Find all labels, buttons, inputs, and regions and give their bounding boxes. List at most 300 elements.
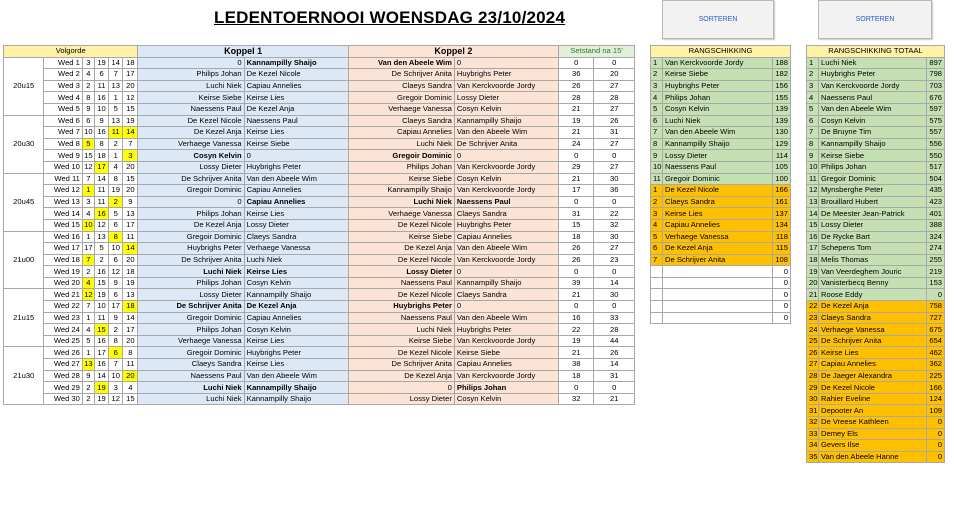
pair1-player-a: Gregoir Dominic <box>138 312 244 324</box>
score-pair1[interactable]: 0 <box>559 150 594 162</box>
player-name: Naessens Paul <box>663 161 773 173</box>
score-pair2[interactable]: 44 <box>594 335 635 347</box>
score-pair2[interactable]: 0 <box>594 57 635 69</box>
pair2-player-b: Kannampilly Shaijo <box>454 115 558 127</box>
list-item <box>651 312 791 324</box>
player-number: 8 <box>123 347 138 359</box>
header-score: Setstand na 15' <box>559 46 635 58</box>
ranking-table <box>650 45 791 324</box>
score-pair2[interactable]: 14 <box>594 359 635 371</box>
score-pair2[interactable]: 28 <box>594 324 635 336</box>
player-name: De Rycke Bart <box>819 231 927 243</box>
player-number: 4 <box>82 324 94 336</box>
list-item <box>651 161 791 173</box>
score-pair1[interactable]: 0 <box>559 301 594 313</box>
rank-number: 8 <box>651 138 663 150</box>
player-number: 6 <box>82 115 94 127</box>
player-points: 0 <box>927 451 945 463</box>
pair1-player-b: Keirse Lies <box>244 208 348 220</box>
score-pair1[interactable]: 21 <box>559 347 594 359</box>
player-name: De Kezel Nicole <box>819 382 927 394</box>
match-label: Wed 13 <box>44 196 82 208</box>
player-number: 4 <box>82 277 94 289</box>
player-number: 16 <box>94 335 108 347</box>
score-pair1[interactable]: 21 <box>559 289 594 301</box>
score-pair2[interactable]: 0 <box>594 150 635 162</box>
pair2-player-b: Claeys Sandra <box>454 289 558 301</box>
player-number: 12 <box>109 393 123 405</box>
score-pair1[interactable]: 36 <box>559 69 594 81</box>
pair2-player-a: Huybrighs Peter <box>348 301 454 313</box>
rank-number: 22 <box>807 301 819 313</box>
player-number: 2 <box>82 393 94 405</box>
rank-number: 4 <box>807 92 819 104</box>
score-pair1[interactable]: 21 <box>559 127 594 139</box>
list-item <box>807 69 945 81</box>
pair2-player-a: Verhaege Vanessa <box>348 103 454 115</box>
player-name: Mynsberghe Peter <box>819 185 927 197</box>
player-name: Van den Abeele Wim <box>663 127 773 139</box>
player-number: 19 <box>94 289 108 301</box>
pair2-player-b: Van Kerckvoorde Jordy <box>454 80 558 92</box>
player-name: De Kezel Anja <box>819 301 927 313</box>
player-number: 2 <box>109 138 123 150</box>
time-slot: 21u00 <box>4 231 44 289</box>
player-name: De Meester Jean-Patrick <box>819 208 927 220</box>
list-item <box>651 219 791 231</box>
player-number: 15 <box>123 393 138 405</box>
rank-number: 32 <box>807 417 819 429</box>
match-label: Wed 22 <box>44 301 82 313</box>
score-pair2[interactable]: 28 <box>594 92 635 104</box>
player-points: 388 <box>927 219 945 231</box>
player-number: 5 <box>109 103 123 115</box>
match-label: Wed 14 <box>44 208 82 220</box>
player-points: 675 <box>927 324 945 336</box>
player-number: 20 <box>123 185 138 197</box>
time-slot: 20u15 <box>4 57 44 115</box>
schedule-table <box>3 45 635 405</box>
player-points: 798 <box>927 69 945 81</box>
player-points: 597 <box>927 103 945 115</box>
pair1-player-b: Van den Abeele Wim <box>244 370 348 382</box>
table-row <box>4 393 635 405</box>
player-name: Gregoir Dominic <box>663 173 773 185</box>
table-row <box>4 57 635 69</box>
table-row <box>4 80 635 92</box>
score-pair2[interactable]: 27 <box>594 243 635 255</box>
player-number: 13 <box>109 80 123 92</box>
rank-number: 35 <box>807 451 819 463</box>
score-pair2[interactable]: 32 <box>594 219 635 231</box>
player-number: 14 <box>123 127 138 139</box>
player-number: 16 <box>94 266 108 278</box>
rank-number: 29 <box>807 382 819 394</box>
player-number: 8 <box>82 92 94 104</box>
rank-number: 3 <box>651 80 663 92</box>
pair1-player-b: Verhaege Vanessa <box>244 243 348 255</box>
score-pair2[interactable]: 14 <box>594 277 635 289</box>
player-points: 556 <box>927 138 945 150</box>
rank-number: 24 <box>807 324 819 336</box>
rank-number: 18 <box>807 254 819 266</box>
pair1-player-b: Huybrighs Peter <box>244 347 348 359</box>
score-pair1[interactable]: 18 <box>559 370 594 382</box>
list-item <box>807 417 945 429</box>
score-pair2[interactable]: 27 <box>594 80 635 92</box>
player-number: 5 <box>82 335 94 347</box>
player-number: 20 <box>123 335 138 347</box>
rank-number: 9 <box>807 150 819 162</box>
table-row <box>4 266 635 278</box>
player-points: 225 <box>927 370 945 382</box>
pair2-player-b: Van Kerckvoorde Jordy <box>454 161 558 173</box>
player-points: 182 <box>773 69 791 81</box>
rank-number: 3 <box>807 80 819 92</box>
player-name: Depooter An <box>819 405 927 417</box>
player-name: Naessens Paul <box>819 92 927 104</box>
pair1-player-b: Keirse Siebe <box>244 138 348 150</box>
rank-number <box>651 289 663 301</box>
player-name: De Jaeger Alexandra <box>819 370 927 382</box>
pair1-player-a: Philips Johan <box>138 69 244 81</box>
score-pair1[interactable]: 0 <box>559 266 594 278</box>
match-label: Wed 10 <box>44 161 82 173</box>
score-pair1[interactable]: 19 <box>559 335 594 347</box>
score-pair2[interactable]: 20 <box>594 69 635 81</box>
list-item <box>651 80 791 92</box>
player-name: Philips Johan <box>663 92 773 104</box>
score-pair2[interactable]: 31 <box>594 370 635 382</box>
player-name: Philips Johan <box>819 161 927 173</box>
pair2-player-b: Van Kerckvoorde Jordy <box>454 370 558 382</box>
score-pair1[interactable]: 38 <box>559 359 594 371</box>
pair1-player-b: Kannampilly Shaijo <box>244 57 348 69</box>
player-points: 0 <box>773 301 791 313</box>
pair2-player-a: Claeys Sandra <box>348 115 454 127</box>
score-pair1[interactable]: 22 <box>559 324 594 336</box>
rank-number: 14 <box>807 208 819 220</box>
rank-number: 28 <box>807 370 819 382</box>
player-number: 18 <box>123 301 138 313</box>
player-number: 3 <box>82 196 94 208</box>
player-name: Gevers Ilse <box>819 440 927 452</box>
pair2-player-b: Van Kerckvoorde Jordy <box>454 254 558 266</box>
pair1-player-b: Keirse Lies <box>244 266 348 278</box>
player-number: 17 <box>94 347 108 359</box>
player-number: 7 <box>82 301 94 313</box>
rank-number <box>651 312 663 324</box>
player-points: 324 <box>927 231 945 243</box>
pair1-player-a: Luchi Niek <box>138 80 244 92</box>
score-pair2[interactable]: 21 <box>594 393 635 405</box>
table-row <box>4 208 635 220</box>
score-pair1[interactable]: 26 <box>559 80 594 92</box>
player-name: Kannampilly Shaijo <box>663 138 773 150</box>
player-points: 0 <box>773 277 791 289</box>
player-points: 118 <box>773 231 791 243</box>
score-pair1[interactable]: 26 <box>559 243 594 255</box>
player-number: 2 <box>109 196 123 208</box>
player-number: 14 <box>94 370 108 382</box>
list-item <box>651 173 791 185</box>
player-number: 1 <box>82 231 94 243</box>
pair1-player-b: Cosyn Kelvin <box>244 324 348 336</box>
player-number: 19 <box>94 382 108 394</box>
ranking-total-title: RANGSCHIKKING TOTAAL <box>807 46 945 58</box>
score-pair2[interactable]: 26 <box>594 347 635 359</box>
list-item <box>807 405 945 417</box>
player-number: 9 <box>123 196 138 208</box>
player-number: 12 <box>109 266 123 278</box>
score-pair2[interactable]: 26 <box>594 115 635 127</box>
player-name: Verhaege Vanessa <box>819 324 927 336</box>
rank-number: 10 <box>651 161 663 173</box>
match-label: Wed 11 <box>44 173 82 185</box>
pair1-player-b: Kannampilly Shaijo <box>244 393 348 405</box>
rank-number: 6 <box>651 115 663 127</box>
rank-number: 23 <box>807 312 819 324</box>
player-name: De Vreese Kathleen <box>819 417 927 429</box>
player-points: 0 <box>773 312 791 324</box>
score-pair1[interactable]: 32 <box>559 393 594 405</box>
score-pair2[interactable]: 0 <box>594 196 635 208</box>
list-item <box>807 57 945 69</box>
player-number: 19 <box>123 115 138 127</box>
player-number: 7 <box>109 359 123 371</box>
table-row <box>4 127 635 139</box>
player-number: 3 <box>109 382 123 394</box>
score-pair1[interactable]: 21 <box>559 103 594 115</box>
player-number: 13 <box>123 208 138 220</box>
rank-number: 19 <box>807 266 819 278</box>
pair1-player-a: 0 <box>138 57 244 69</box>
list-item <box>651 185 791 197</box>
player-number: 5 <box>94 243 108 255</box>
player-points: 575 <box>927 115 945 127</box>
player-number: 15 <box>94 277 108 289</box>
score-pair2[interactable]: 0 <box>594 266 635 278</box>
pair1-player-b: Kannampilly Shaijo <box>244 289 348 301</box>
player-number: 19 <box>123 277 138 289</box>
pair1-player-b: De Kezel Anja <box>244 103 348 115</box>
pair1-player-a: De Kezel Anja <box>138 219 244 231</box>
score-pair2[interactable]: 31 <box>594 127 635 139</box>
table-row <box>4 370 635 382</box>
rank-number: 1 <box>651 185 663 197</box>
player-number: 5 <box>82 138 94 150</box>
score-pair2[interactable]: 30 <box>594 289 635 301</box>
pair1-player-b: Capiau Annelies <box>244 312 348 324</box>
list-item <box>807 393 945 405</box>
player-name: Keirse Siebe <box>819 150 927 162</box>
player-number: 17 <box>123 324 138 336</box>
player-number: 20 <box>123 370 138 382</box>
score-pair2[interactable]: 23 <box>594 254 635 266</box>
score-pair1[interactable]: 31 <box>559 208 594 220</box>
sort-button-ranking[interactable]: SORTEREN <box>662 0 774 39</box>
pair1-player-a: Gregoir Dominic <box>138 185 244 197</box>
rank-number: 3 <box>651 208 663 220</box>
list-item <box>651 196 791 208</box>
rank-number: 34 <box>807 440 819 452</box>
score-pair2[interactable]: 27 <box>594 103 635 115</box>
player-name: De Kezel Anja <box>663 243 773 255</box>
pair2-player-a: Capiau Annelies <box>348 127 454 139</box>
player-number: 7 <box>123 138 138 150</box>
score-pair1[interactable]: 16 <box>559 312 594 324</box>
rank-number: 6 <box>651 243 663 255</box>
list-item <box>651 115 791 127</box>
player-name: Lossy Dieter <box>819 219 927 231</box>
pair1-player-a: Philips Johan <box>138 277 244 289</box>
score-pair1[interactable]: 0 <box>559 196 594 208</box>
pair2-player-b: Kannampilly Shaijo <box>454 277 558 289</box>
player-number: 16 <box>94 359 108 371</box>
pair2-player-b: Huybrighs Peter <box>454 69 558 81</box>
score-pair2[interactable]: 27 <box>594 138 635 150</box>
player-points: 153 <box>927 277 945 289</box>
pair2-player-a: De Schrijver Anita <box>348 359 454 371</box>
score-pair2[interactable]: 0 <box>594 382 635 394</box>
table-row <box>4 185 635 197</box>
rank-number: 6 <box>807 115 819 127</box>
rank-number: 5 <box>807 103 819 115</box>
pair2-player-a: Philips Johan <box>348 161 454 173</box>
pair2-player-a: De Schrijver Anita <box>348 69 454 81</box>
match-label: Wed 2 <box>44 69 82 81</box>
table-row <box>4 359 635 371</box>
list-item <box>807 231 945 243</box>
list-item <box>807 219 945 231</box>
list-item <box>807 312 945 324</box>
player-points: 423 <box>927 196 945 208</box>
table-row <box>4 115 635 127</box>
pair1-player-a: Gregoir Dominic <box>138 347 244 359</box>
pair1-player-a: Gregoir Dominic <box>138 231 244 243</box>
score-pair2[interactable]: 30 <box>594 173 635 185</box>
player-name: Melis Thomas <box>819 254 927 266</box>
list-item <box>807 92 945 104</box>
pair2-player-b: Van Kerckvoorde Jordy <box>454 185 558 197</box>
player-name: Luchi Niek <box>663 115 773 127</box>
player-number: 14 <box>123 312 138 324</box>
pair2-player-b: Huybrighs Peter <box>454 324 558 336</box>
score-pair1[interactable]: 0 <box>559 382 594 394</box>
match-label: Wed 17 <box>44 243 82 255</box>
pair2-player-a: Kannampilly Shaijo <box>348 185 454 197</box>
pair2-player-b: De Schrijver Anita <box>454 138 558 150</box>
player-number: 5 <box>109 208 123 220</box>
list-item <box>807 115 945 127</box>
list-item <box>807 266 945 278</box>
player-number: 17 <box>123 219 138 231</box>
match-label: Wed 20 <box>44 277 82 289</box>
player-points: 274 <box>927 243 945 255</box>
pair2-player-a: Keirse Siebe <box>348 173 454 185</box>
table-row <box>4 150 635 162</box>
sort-button-ranking-total[interactable]: SORTEREN <box>818 0 932 39</box>
pair1-player-a: Luchi Niek <box>138 382 244 394</box>
table-row <box>4 347 635 359</box>
player-number: 2 <box>82 80 94 92</box>
player-number: 20 <box>123 80 138 92</box>
rank-number: 10 <box>807 161 819 173</box>
score-pair1[interactable]: 19 <box>559 115 594 127</box>
pair2-player-a: 0 <box>348 382 454 394</box>
score-pair2[interactable]: 0 <box>594 301 635 313</box>
list-item <box>651 208 791 220</box>
match-label: Wed 3 <box>44 80 82 92</box>
score-pair1[interactable]: 26 <box>559 254 594 266</box>
score-pair1[interactable]: 21 <box>559 173 594 185</box>
pair1-player-a: De Kezel Anja <box>138 127 244 139</box>
score-pair1[interactable]: 0 <box>559 57 594 69</box>
score-pair1[interactable]: 28 <box>559 92 594 104</box>
player-number: 13 <box>123 289 138 301</box>
score-pair1[interactable]: 17 <box>559 185 594 197</box>
pair2-player-a: Verhaege Vanessa <box>348 208 454 220</box>
player-name: Capiau Annelies <box>663 219 773 231</box>
player-number: 6 <box>109 289 123 301</box>
score-pair1[interactable]: 24 <box>559 138 594 150</box>
rank-number: 21 <box>807 289 819 301</box>
player-number: 17 <box>94 161 108 173</box>
score-pair1[interactable]: 18 <box>559 231 594 243</box>
score-pair2[interactable]: 27 <box>594 161 635 173</box>
rank-number: 20 <box>807 277 819 289</box>
player-points: 0 <box>773 266 791 278</box>
pair2-player-b: Naessens Paul <box>454 196 558 208</box>
player-number: 11 <box>109 127 123 139</box>
rank-number: 17 <box>807 243 819 255</box>
player-number: 4 <box>82 208 94 220</box>
pair1-player-a: De Schrijver Anita <box>138 254 244 266</box>
score-pair2[interactable]: 30 <box>594 231 635 243</box>
match-label: Wed 4 <box>44 92 82 104</box>
rank-number: 1 <box>807 57 819 69</box>
table-row <box>4 289 635 301</box>
score-pair1[interactable]: 15 <box>559 219 594 231</box>
player-name: Lossy Dieter <box>663 150 773 162</box>
player-name: Keirse Lies <box>663 208 773 220</box>
player-number: 6 <box>109 254 123 266</box>
pair2-player-a: Keirse Siebe <box>348 231 454 243</box>
player-points: 362 <box>927 359 945 371</box>
pair2-player-b: Cosyn Kelvin <box>454 173 558 185</box>
pair2-player-a: De Kezel Nicole <box>348 347 454 359</box>
player-points: 114 <box>773 150 791 162</box>
player-name: Van Kerckvoorde Jordy <box>819 80 927 92</box>
table-row <box>4 335 635 347</box>
score-pair1[interactable]: 39 <box>559 277 594 289</box>
player-points: 115 <box>773 243 791 255</box>
pair1-player-b: Capiau Annelies <box>244 185 348 197</box>
score-pair2[interactable]: 33 <box>594 312 635 324</box>
ranking-total-table <box>806 45 945 463</box>
match-label: Wed 30 <box>44 393 82 405</box>
score-pair2[interactable]: 22 <box>594 208 635 220</box>
player-name: Capiau Annelies <box>819 359 927 371</box>
score-pair1[interactable]: 29 <box>559 161 594 173</box>
score-pair2[interactable]: 36 <box>594 185 635 197</box>
pair2-player-b: Capiau Annelies <box>454 359 558 371</box>
player-number: 9 <box>82 370 94 382</box>
rank-number: 31 <box>807 405 819 417</box>
page-title: LEDENTOERNOOI WOENSDAG 23/10/2024 <box>214 8 566 27</box>
player-points: 161 <box>773 196 791 208</box>
player-points: 156 <box>773 80 791 92</box>
